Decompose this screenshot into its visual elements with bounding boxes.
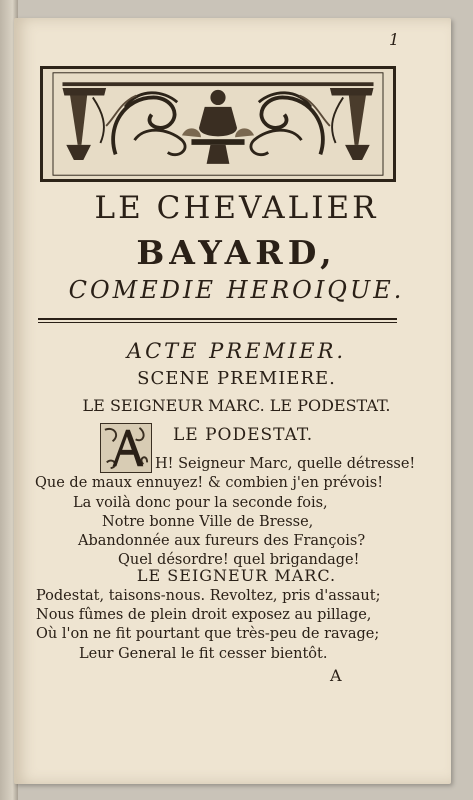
scene-heading: SCENE PREMIERE. [137,368,336,389]
title-line-2: BAYARD, [136,233,337,272]
verse-line: Podestat, taisons-nous. Revoltez, pris d'assaut; [36,588,381,604]
speaker-seigneur-marc: LE SEIGNEUR MARC. [136,566,337,585]
verse-line: Que de maux ennuyez! & combien j'en prévois! [35,475,384,491]
urn-ornament-icon [43,69,393,179]
act-heading: ACTE PREMIER. [126,339,347,363]
verse-line: Quel désordre! quel brigandage! [118,552,360,568]
verse-line: Où l'on ne fit pourtant que très-peu de ravage; [36,626,380,642]
catchword: A [330,666,342,685]
verse-line: H! Seigneur Marc, quelle détresse! [155,456,416,472]
title-line-1: LE CHEVALIER [94,190,379,226]
ornamental-headpiece [40,66,396,182]
double-rule-divider [38,318,397,320]
page-number: 1 [389,30,400,49]
verse-line: La voilà donc pour la seconde fois, [73,495,328,511]
verse-line: Abandonnée aux fureurs des François? [78,533,366,549]
verse-line: Leur General le fit cesser bientôt. [79,646,328,662]
speaker-podestat: LE PODESTAT. [173,425,314,445]
decorated-initial-icon [101,424,151,472]
title-line-3: COMEDIE HEROIQUE. [68,276,405,304]
characters-list: LE SEIGNEUR MARC. LE PODESTAT. [82,396,391,415]
decorated-initial-a [100,423,152,473]
verse-line: Nous fûmes de plein droit exposez au pillage, [36,607,372,623]
verse-line: Notre bonne Ville de Bresse, [102,514,314,530]
